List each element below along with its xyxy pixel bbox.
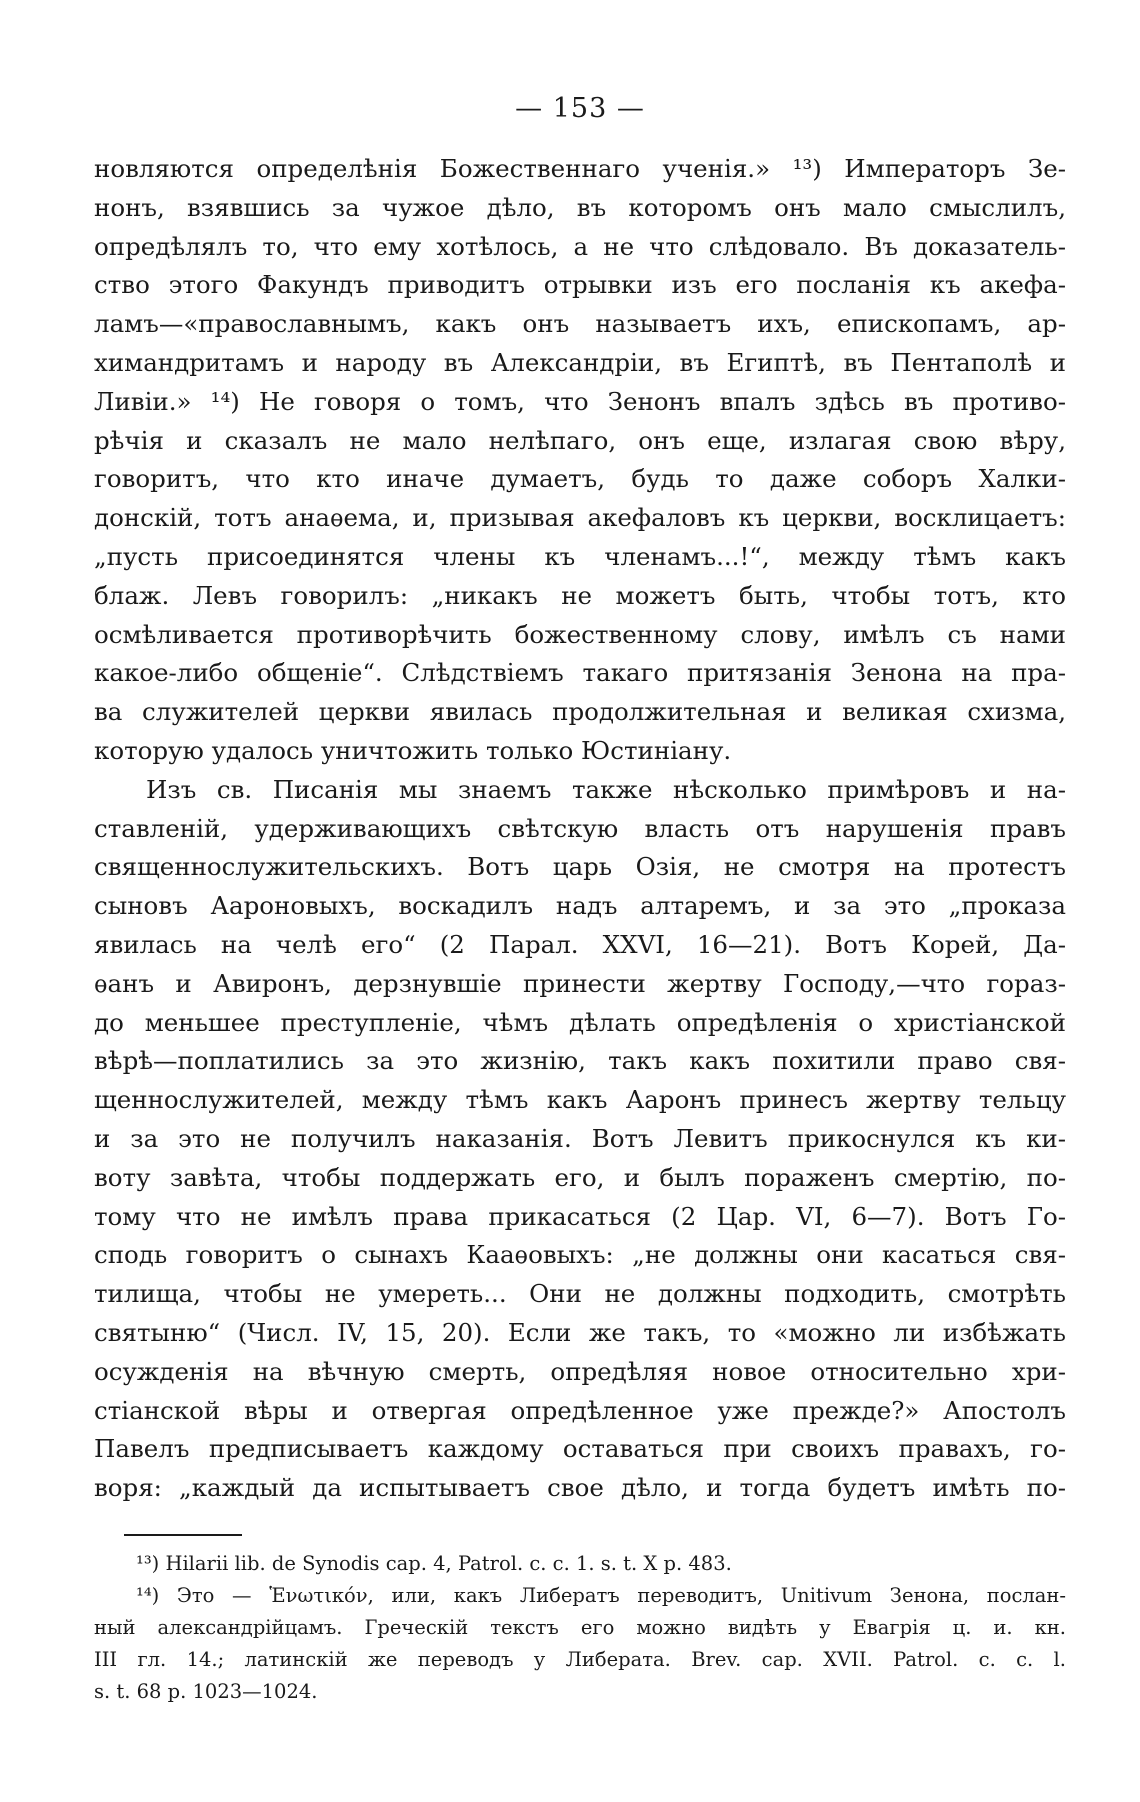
text-line: тилища, чтобы не умереть... Они не должны подходить, смотрѣть [94, 1279, 1066, 1309]
text-line: Павелъ предписываетъ каждому оставаться при своихъ правахъ, го- [94, 1434, 1066, 1464]
text-line: ство этого Факундъ приводитъ отрывки изъ его посланія къ акефа- [94, 270, 1066, 300]
text-line: рѣчія и сказалъ не мало нелѣпаго, онъ еще, излагая свою вѣру, [94, 425, 1066, 455]
text-line: нонъ, взявшись за чужое дѣло, въ которомъ онъ мало смыслилъ, [94, 192, 1066, 222]
text-line: ва служителей церкви явилась продолжительная и великая схизма, [94, 697, 1066, 727]
footnote-13: ¹³) Hilarii lib. de Synodis cap. 4, Patrol. c. c. 1. s. t. X p. 483. [136, 1551, 732, 1575]
text-line: ламъ—«православнымъ, какъ онъ называетъ ихъ, епископамъ, ар- [94, 309, 1066, 339]
text-line: которую удалось уничтожить только Юстиніану. [94, 735, 732, 765]
text-line: воря: „каждый да испытываетъ свое дѣло, и тогда будетъ имѣть по- [94, 1473, 1066, 1503]
text-line: Ливіи.» ¹⁴) Не говоря о томъ, что Зенонъ впалъ здѣсь въ противо- [94, 386, 1066, 416]
text-line: ѳанъ и Авиронъ, дерзнувшіе принести жертву Господу,—что гораз- [94, 968, 1066, 998]
text-line: святыню“ (Числ. IV, 15, 20). Если же такъ, то «можно ли избѣжать [94, 1317, 1066, 1347]
text-line: тому что не имѣлъ права прикасаться (2 Цар. VI, 6—7). Вотъ Го- [94, 1201, 1066, 1231]
text-line: явилась на челѣ его“ (2 Парал. XXVI, 16—21). Вотъ Корей, Да- [94, 929, 1066, 959]
text-line: осмѣливается противорѣчить божественному слову, имѣлъ съ нами [94, 619, 1066, 649]
text-line: говоритъ, что кто иначе думаетъ, будь то даже соборъ Халки- [94, 464, 1066, 494]
paragraph-start-line: Изъ св. Писанія мы знаемъ также нѣсколько примѣровъ и на- [146, 774, 1066, 804]
text-line: блаж. Левъ говорилъ: „никакъ не можетъ быть, чтобы тотъ, кто [94, 580, 1066, 610]
text-line: опредѣлялъ то, что ему хотѣлось, а не что слѣдовало. Въ доказатель- [94, 231, 1066, 261]
text-line: до меньшее преступленіе, чѣмъ дѣлать опредѣленія о христіанской [94, 1007, 1066, 1037]
page-number: — 153 — [515, 93, 645, 124]
text-line: новляются определѣнія Божественнаго ученія.» ¹³) Императоръ Зе- [94, 154, 1066, 183]
text-line: стіанской вѣры и отвергая опредѣленное уже прежде?» Апостолъ [94, 1395, 1066, 1425]
text-line: щеннослужителей, между тѣмъ какъ Ааронъ принесъ жертву тельцу [94, 1085, 1066, 1115]
text-line: сподь говоритъ о сынахъ Кааѳовыхъ: „не должны они касаться свя- [94, 1240, 1066, 1270]
footnote-14: ¹⁴) Это — Ἑνωτικόν, или, какъ Либератъ переводитъ, Unitivum Зенона, послан- [136, 1583, 1066, 1607]
footnote-line: ный александрійцамъ. Греческій текстъ его можно видѣть у Евагрія ц. и. кн. [94, 1615, 1066, 1639]
text-line: химандритамъ и народу въ Александріи, въ Египтѣ, въ Пентаполѣ и [94, 347, 1066, 377]
text-line: сыновъ Аароновыхъ, воскадилъ надъ алтаремъ, и за это „проказа [94, 891, 1066, 921]
book-page [94, 92, 1066, 1708]
text-line: и за это не получилъ наказанія. Вотъ Левитъ прикоснулся къ ки- [94, 1123, 1066, 1153]
text-line: донскій, тотъ анаѳема, и, призывая акефаловъ къ церкви, восклицаетъ: [94, 503, 1066, 533]
footnote-line: s. t. 68 p. 1023—1024. [94, 1679, 318, 1703]
text-line: воту завѣта, чтобы поддержать его, и былъ пораженъ смертію, по- [94, 1162, 1066, 1192]
footnote-separator [124, 1534, 242, 1536]
text-line: осужденія на вѣчную смерть, опредѣляя новое относительно хри- [94, 1356, 1066, 1386]
text-line: „пусть присоединятся члены къ членамъ...!“, между тѣмъ какъ [94, 541, 1066, 571]
text-line: ставленій, удерживающихъ свѣтскую власть отъ нарушенія правъ [94, 813, 1066, 843]
main-text [94, 150, 1066, 1508]
text-line: вѣрѣ—поплатились за это жизнію, такъ какъ похитили право свя- [94, 1046, 1066, 1076]
text-line: какое-либо общеніе“. Слѣдствіемъ такаго притязанія Зенона на пра- [94, 658, 1066, 688]
footnotes [94, 1548, 1066, 1708]
footnote-line: III гл. 14.; латинскій же переводъ у Либерата. Brev. cap. XVII. Patrol. c. c. l. [94, 1647, 1066, 1671]
text-line: священнослужительскихъ. Вотъ царь Озія, не смотря на протестъ [94, 852, 1066, 882]
